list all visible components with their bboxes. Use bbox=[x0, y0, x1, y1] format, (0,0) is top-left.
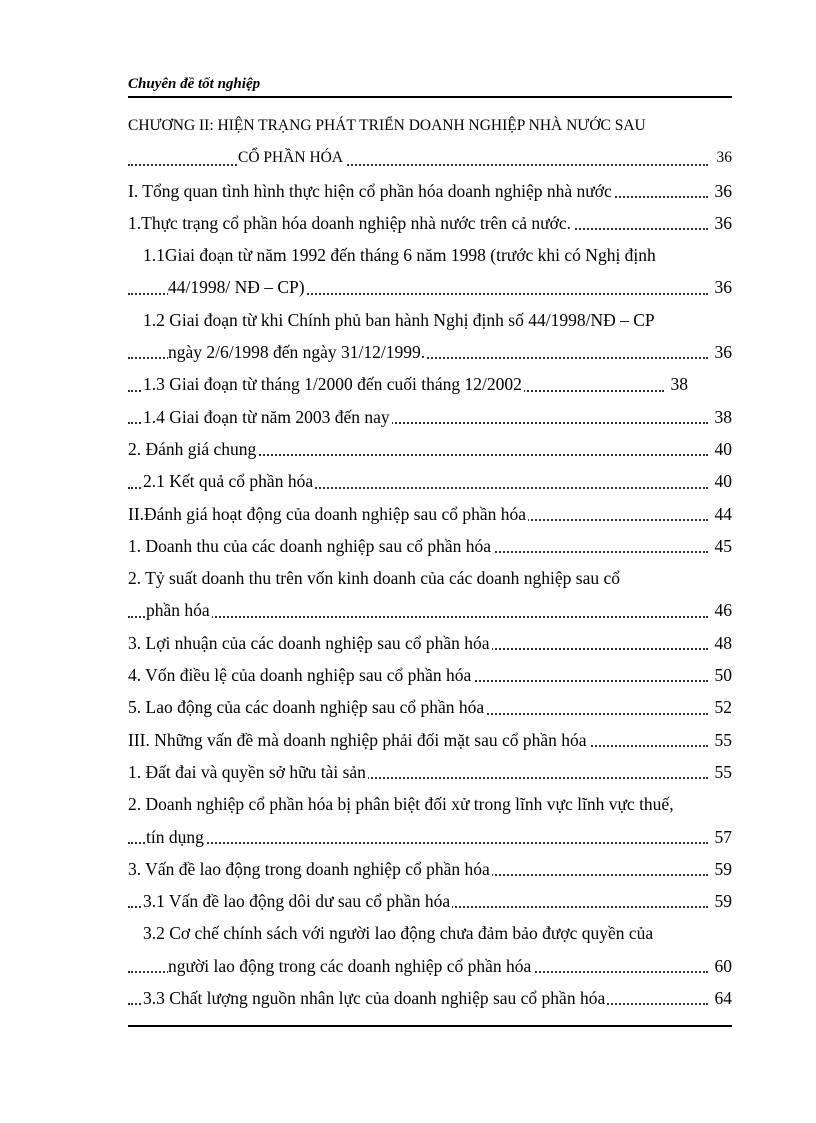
toc-entry-text: II.Đánh giá hoạt động của doanh nghiệp sau cổ phần hóa bbox=[128, 503, 527, 524]
toc-entry[interactable] bbox=[128, 627, 732, 659]
toc-entry-title bbox=[128, 885, 710, 917]
toc-page-number: 36 bbox=[715, 336, 733, 368]
toc-entry-text: 1.1Giai đoạn từ năm 1992 đến tháng 6 năm 1998 (trước khi có Nghị định bbox=[143, 245, 656, 266]
toc-entry[interactable] bbox=[128, 368, 688, 400]
toc-page-number: 55 bbox=[715, 724, 733, 756]
toc-entry-title bbox=[128, 950, 710, 982]
toc-entry-text: ngày 2/6/1998 đến ngày 31/12/1999. bbox=[168, 342, 426, 363]
toc-page-number: 52 bbox=[715, 691, 733, 723]
toc-entry-title bbox=[128, 433, 710, 465]
toc-entry-text: 1. Doanh thu của các doanh nghiệp sau cổ phần hóa bbox=[128, 535, 492, 556]
toc-entry-text: 3. Lợi nhuận của các doanh nghiệp sau cổ phần hóa bbox=[128, 632, 490, 653]
toc-page-number: 36 bbox=[715, 175, 733, 207]
toc-entry-title bbox=[128, 368, 666, 400]
toc-entry-title bbox=[128, 142, 710, 174]
toc-entry-title bbox=[128, 530, 710, 562]
toc-entry[interactable] bbox=[128, 788, 732, 820]
toc-entry-title bbox=[128, 271, 710, 303]
toc-entry[interactable] bbox=[128, 465, 732, 497]
toc-entry-title bbox=[128, 724, 710, 756]
toc-entry[interactable] bbox=[128, 885, 732, 917]
toc-entry[interactable] bbox=[128, 950, 732, 982]
toc-entry-title bbox=[128, 110, 732, 142]
toc-page-number: 38 bbox=[671, 368, 689, 400]
toc-page-number: 50 bbox=[715, 659, 733, 691]
toc-entry-text: 3.3 Chất lượng nguồn nhân lực của doanh nghiệp sau cổ phần hóa bbox=[143, 988, 606, 1009]
toc-entry[interactable] bbox=[128, 142, 732, 174]
toc-page-number: 36 bbox=[715, 271, 733, 303]
toc-entry-text: phần hóa bbox=[146, 600, 210, 621]
toc-page-number: 36 bbox=[715, 207, 733, 239]
toc-entry-text: 2. Đánh giá chung bbox=[128, 438, 257, 459]
toc-entry[interactable] bbox=[128, 175, 732, 207]
toc-entry-text: 2. Tỷ suất doanh thu trên vốn kinh doanh của các doanh nghiệp sau cổ bbox=[128, 568, 620, 589]
toc-entry[interactable] bbox=[128, 724, 732, 756]
toc-page-number: 36 bbox=[717, 142, 733, 174]
toc-entry[interactable] bbox=[128, 271, 732, 303]
toc-page-number: 59 bbox=[715, 885, 733, 917]
toc-entry[interactable] bbox=[128, 756, 732, 788]
toc-page-number: 45 bbox=[715, 530, 733, 562]
toc-entry-title bbox=[128, 465, 710, 497]
toc-entry[interactable] bbox=[128, 498, 732, 530]
toc-page-number: 40 bbox=[715, 433, 733, 465]
toc-entry[interactable] bbox=[128, 239, 732, 271]
toc-entry-text: 1.3 Giai đoạn từ tháng 1/2000 đến cuối tháng 12/2002 bbox=[143, 374, 522, 395]
toc-entry-title bbox=[128, 691, 710, 723]
toc-page-number: 57 bbox=[715, 821, 733, 853]
toc-entry[interactable] bbox=[128, 433, 732, 465]
toc-entry-text: I. Tổng quan tình hình thực hiện cổ phần hóa doanh nghiệp nhà nước bbox=[128, 180, 612, 201]
toc-entry-title bbox=[128, 239, 732, 271]
toc-entry-title bbox=[128, 627, 710, 659]
toc-entry-text: 1.4 Giai đoạn từ năm 2003 đến nay bbox=[143, 406, 390, 427]
toc-entry-title bbox=[128, 594, 710, 626]
toc-entry-title bbox=[128, 562, 732, 594]
toc-entry-text: 44/1998/ NĐ – CP) bbox=[168, 277, 305, 298]
toc-page-number: 40 bbox=[715, 465, 733, 497]
toc-entry[interactable] bbox=[128, 659, 732, 691]
toc-entry-title bbox=[128, 401, 710, 433]
toc-entry[interactable] bbox=[128, 304, 732, 336]
toc-entry-text: 2.1 Kết quả cổ phần hóa bbox=[143, 471, 314, 492]
toc-entry[interactable] bbox=[128, 982, 732, 1014]
toc-entry[interactable] bbox=[128, 207, 732, 239]
toc-entry-text: 1.Thực trạng cổ phần hóa doanh nghiệp nhà nước trên cả nước. bbox=[128, 212, 571, 233]
toc-entry-title bbox=[128, 917, 732, 949]
running-header: Chuyên đề tốt nghiệp bbox=[128, 76, 261, 92]
toc-entry-title bbox=[128, 175, 710, 207]
table-of-contents bbox=[128, 110, 732, 1014]
toc-page-number: 46 bbox=[715, 594, 733, 626]
toc-page-number: 60 bbox=[715, 950, 733, 982]
toc-entry-text: 3. Vấn đề lao động trong doanh nghiệp cổ phần hóa bbox=[128, 858, 490, 879]
toc-entry-title bbox=[128, 304, 732, 336]
toc-entry[interactable] bbox=[128, 530, 732, 562]
toc-entry-text: CỔ PHẦN HÓA bbox=[238, 149, 344, 167]
toc-page-number: 44 bbox=[715, 498, 733, 530]
toc-entry-text: tín dụng bbox=[146, 826, 204, 847]
toc-entry-title bbox=[128, 821, 710, 853]
toc-entry-text: người lao động trong các doanh nghiệp cổ phần hóa bbox=[168, 955, 532, 976]
toc-entry[interactable] bbox=[128, 562, 732, 594]
toc-entry-title bbox=[128, 756, 710, 788]
toc-entry[interactable] bbox=[128, 594, 732, 626]
toc-entry-title bbox=[128, 207, 710, 239]
footer-rule bbox=[128, 1025, 732, 1027]
toc-entry-text: III. Những vấn đề mà doanh nghiệp phải đối mặt sau cổ phần hóa bbox=[128, 729, 587, 750]
toc-entry[interactable] bbox=[128, 401, 732, 433]
toc-page-number: 59 bbox=[715, 853, 733, 885]
toc-entry-title bbox=[128, 498, 710, 530]
toc-entry-text: CHƯƠNG II: HIỆN TRẠNG PHÁT TRIỂN DOANH NGHIỆP NHÀ NƯỚC SAU bbox=[128, 117, 646, 134]
toc-entry-text: 3.1 Vấn đề lao động dôi dư sau cổ phần hóa bbox=[143, 891, 451, 912]
toc-entry-title bbox=[128, 853, 710, 885]
toc-entry-text: 1. Đất đai và quyền sở hữu tài sản bbox=[128, 761, 366, 782]
toc-entry-title bbox=[128, 336, 710, 368]
toc-entry[interactable] bbox=[128, 853, 732, 885]
toc-entry-text: 5. Lao động của các doanh nghiệp sau cổ phần hóa bbox=[128, 697, 485, 718]
toc-entry-title bbox=[128, 788, 732, 820]
toc-entry[interactable] bbox=[128, 691, 732, 723]
toc-entry-text: 1.2 Giai đoạn từ khi Chính phủ ban hành Nghị định số 44/1998/NĐ – CP bbox=[143, 309, 655, 330]
toc-page-number: 48 bbox=[715, 627, 733, 659]
toc-entry[interactable] bbox=[128, 336, 732, 368]
toc-entry-text: 3.2 Cơ chế chính sách với người lao động chưa đảm bảo được quyền của bbox=[143, 923, 654, 944]
toc-entry[interactable] bbox=[128, 917, 732, 949]
header-rule bbox=[128, 96, 732, 98]
toc-page-number: 38 bbox=[715, 401, 733, 433]
toc-page-number: 55 bbox=[715, 756, 733, 788]
toc-entry[interactable] bbox=[128, 821, 732, 853]
toc-entry-title bbox=[128, 659, 710, 691]
toc-page-number: 64 bbox=[715, 982, 733, 1014]
toc-entry-title bbox=[128, 982, 710, 1014]
toc-entry[interactable] bbox=[128, 110, 732, 142]
toc-entry-text: 4. Vốn điều lệ của doanh nghiệp sau cổ phần hóa bbox=[128, 665, 472, 686]
toc-entry-text: 2. Doanh nghiệp cổ phần hóa bị phân biệt đối xử trong lĩnh vực lĩnh vực thuế, bbox=[128, 794, 674, 815]
